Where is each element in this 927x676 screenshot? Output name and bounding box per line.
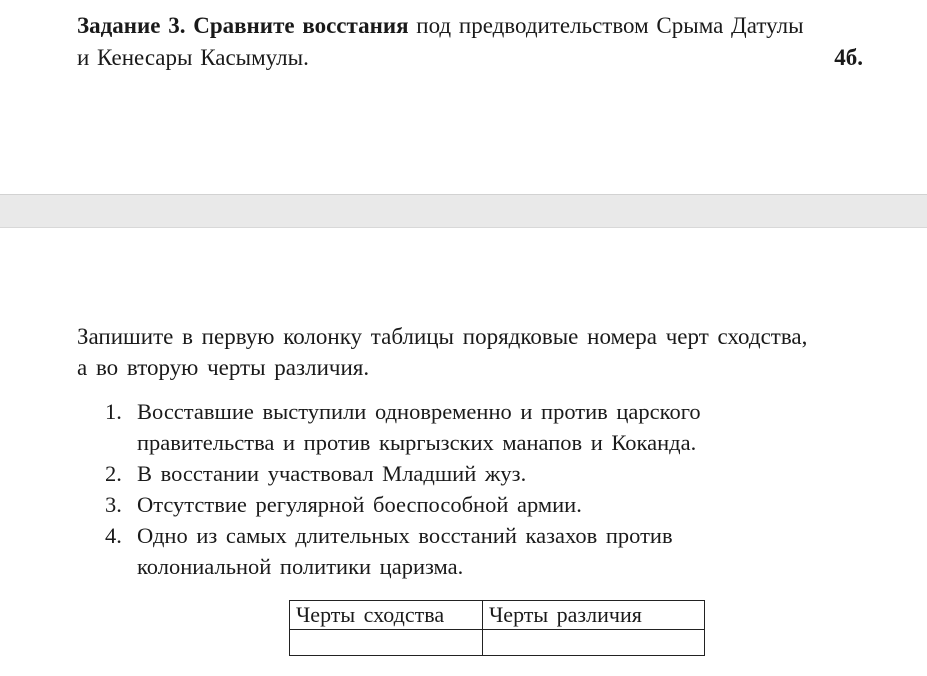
table-row xyxy=(290,630,705,656)
list-item-text: правительства и против кыргызских манапов и Коканда. xyxy=(137,430,697,455)
differences-cell[interactable] xyxy=(483,630,705,656)
header-similarities: Черты сходства xyxy=(290,601,483,630)
feature-list xyxy=(105,396,805,582)
comparison-table xyxy=(289,600,705,656)
task-heading-line-1 xyxy=(77,10,863,42)
list-item-number: 2. xyxy=(105,461,122,486)
list-item xyxy=(105,520,805,582)
list-item-text: В восстании участвовал Младший жуз. xyxy=(137,461,527,486)
list-item xyxy=(105,396,805,458)
list-item-number: 1. xyxy=(105,399,122,424)
list-item-text: Отсутствие регулярной боеспособной армии. xyxy=(137,492,582,517)
instruction-line-2: а во вторую черты различия. xyxy=(77,355,370,380)
similarities-cell[interactable] xyxy=(290,630,483,656)
table-header-row xyxy=(290,601,705,630)
header-differences: Черты различия xyxy=(483,601,705,630)
list-item-text: Восставшие выступили одновременно и против царского xyxy=(137,399,701,424)
task-text-line-2: и Кенесары Касымулы. xyxy=(77,45,309,70)
list-item-number: 3. xyxy=(105,492,122,517)
task-text-rest: под предводительством Срыма Датулы xyxy=(408,13,804,38)
instruction-line-1: Запишите в первую колонку таблицы порядковые номера черт сходства, xyxy=(77,324,808,349)
list-item-number: 4. xyxy=(105,523,122,548)
list-item xyxy=(105,489,805,520)
page-divider xyxy=(0,194,927,228)
list-item xyxy=(105,458,805,489)
task-heading-line-2 xyxy=(77,42,863,74)
upper-page-section xyxy=(0,0,927,194)
task-points: 4б. xyxy=(834,45,863,70)
task-heading xyxy=(77,10,863,74)
list-item-text: Одно из самых длительных восстаний казахов против xyxy=(137,523,673,548)
instruction-text xyxy=(77,321,867,383)
task-label: Задание 3. Сравните восстания xyxy=(77,13,409,38)
list-item-text: колониальной политики царизма. xyxy=(137,554,464,579)
